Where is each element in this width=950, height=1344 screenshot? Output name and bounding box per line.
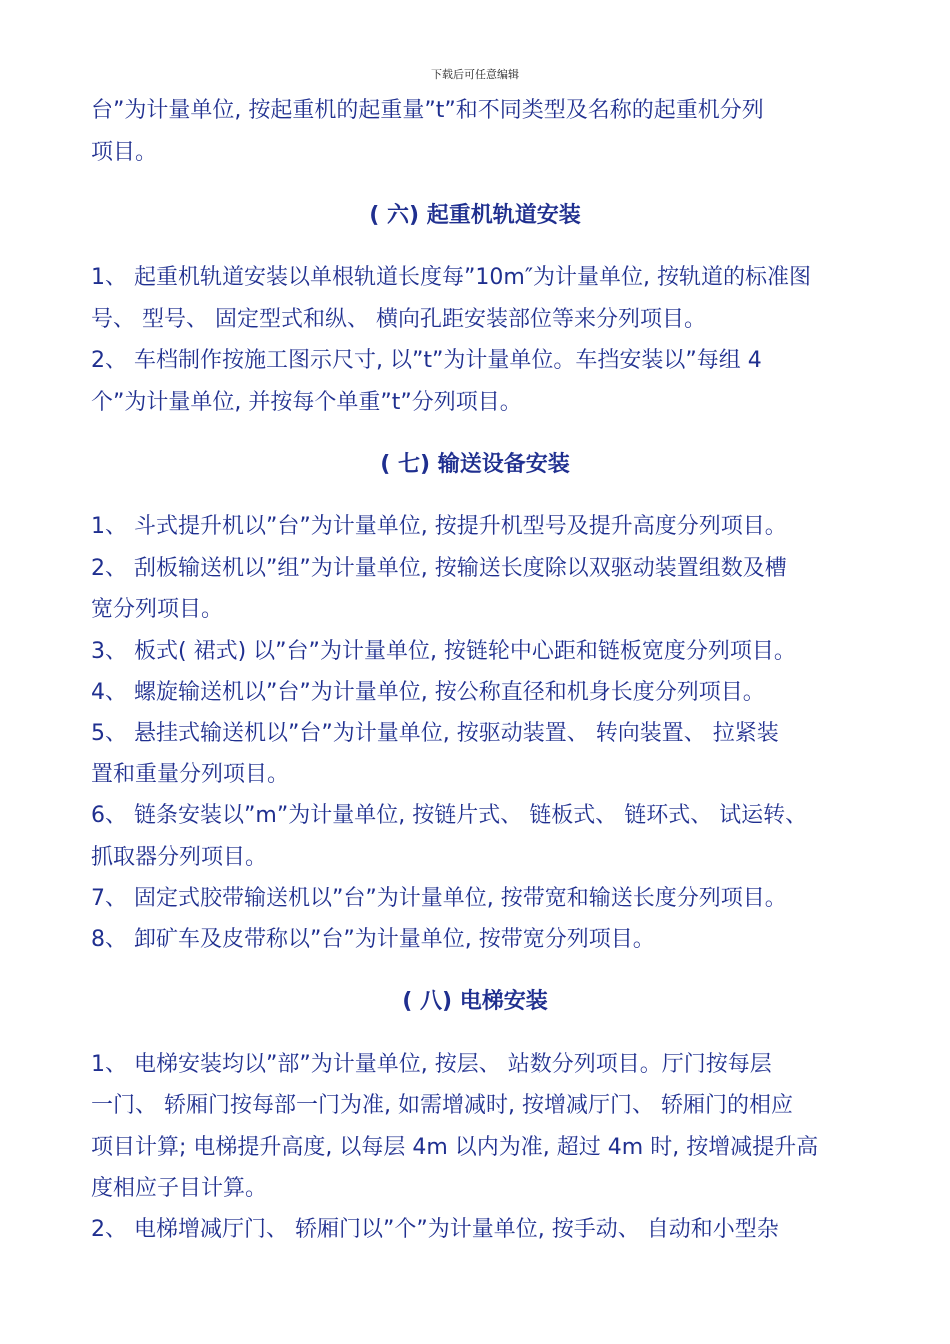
text-line: 一门、 轿厢门按每部一门为准, 如需增减时, 按增减厅门、 轿厢门的相应	[91, 1093, 793, 1118]
section-heading: ( 七) 输送设备安装	[380, 452, 570, 477]
section-heading: ( 八) 电梯安装	[402, 989, 548, 1014]
text-line: 项目计算; 电梯提升高度, 以每层 4m 以内为准, 超过 4m 时, 按增减提升高	[91, 1135, 819, 1160]
text-line: 度相应子目计算。	[91, 1176, 268, 1201]
text-line: 个”为计量单位, 并按每个单重”t”分列项目。	[91, 390, 522, 415]
header-note: 下载后可任意编辑	[431, 68, 519, 81]
text-line: 台”为计量单位, 按起重机的起重量”t”和不同类型及名称的起重机分列	[91, 98, 764, 123]
text-line: 抓取器分列项目。	[91, 845, 268, 870]
text-line: 项目。	[91, 140, 158, 165]
text-line: 6、 链条安装以”m”为计量单位, 按链片式、 链板式、 链环式、 试运转、	[91, 803, 808, 828]
text-line: 置和重量分列项目。	[91, 762, 290, 787]
section-heading: ( 六) 起重机轨道安装	[369, 203, 581, 228]
text-line: 7、 固定式胶带输送机以”台”为计量单位, 按带宽和输送长度分列项目。	[91, 886, 787, 911]
text-line: 2、 车档制作按施工图示尺寸, 以”t”为计量单位。车挡安装以”每组 4	[91, 348, 762, 373]
text-line: 1、 起重机轨道安装以单根轨道长度每”10m″为计量单位, 按轨道的标准图	[91, 265, 812, 290]
text-line: 3、 板式( 裙式) 以”台”为计量单位, 按链轮中心距和链板宽度分列项目。	[91, 639, 796, 664]
text-line: 5、 悬挂式输送机以”台”为计量单位, 按驱动装置、 转向装置、 拉紧装	[91, 721, 779, 746]
text-line: 2、 刮板输送机以”组”为计量单位, 按输送长度除以双驱动装置组数及槽	[91, 556, 787, 581]
text-line: 2、 电梯增减厅门、 轿厢门以”个”为计量单位, 按手动、 自动和小型杂	[91, 1217, 779, 1242]
text-line: 宽分列项目。	[91, 597, 224, 622]
text-line: 号、 型号、 固定型式和纵、 横向孔距安装部位等来分列项目。	[91, 307, 706, 332]
text-line: 8、 卸矿车及皮带称以”台”为计量单位, 按带宽分列项目。	[91, 927, 655, 952]
text-line: 1、 斗式提升机以”台”为计量单位, 按提升机型号及提升高度分列项目。	[91, 514, 787, 539]
text-line: 4、 螺旋输送机以”台”为计量单位, 按公称直径和机身长度分列项目。	[91, 680, 765, 705]
text-line: 1、 电梯安装均以”部”为计量单位, 按层、 站数分列项目。厅门按每层	[91, 1052, 772, 1077]
